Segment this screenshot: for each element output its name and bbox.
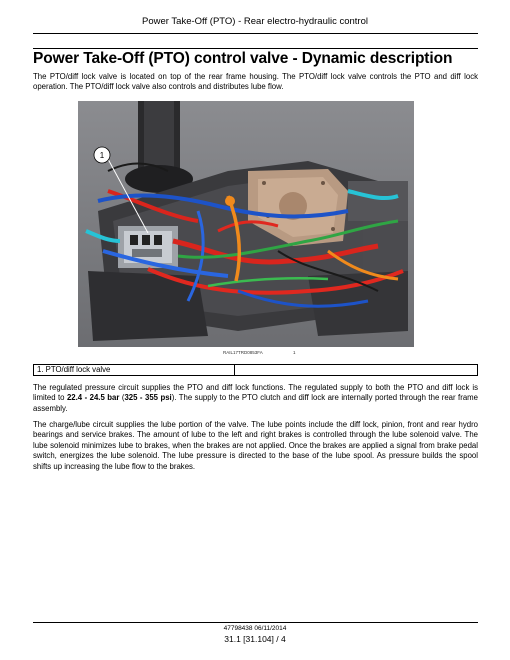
para2-text-3: ). The supply to the PTO clutch and diff lock are internally ported through the rear frame assembly. [33, 393, 478, 413]
section-title: Power Take-Off (PTO) control valve - Dynamic description [33, 50, 453, 67]
intro-paragraph: The PTO/diff lock valve is located on top of the rear frame housing. The PTO/diff lock valve controls the PTO and diff lock operation. The PTO/diff lock valve also controls and distributes lube flow. [33, 72, 478, 92]
figure-legend-table [33, 364, 478, 376]
title-rule [33, 48, 478, 49]
figure-number: 1 [293, 350, 296, 355]
pressure-bar-value: 22.4 - 24.5 bar [66, 393, 120, 403]
footer-page-number: 31.1 [31.104] / 4 [224, 634, 286, 644]
para2-text-1: The regulated pressure circuit supplies the PTO and diff lock functions. The regulated supply to both the PTO and diff lock is limited to [33, 383, 478, 403]
figure-code: RAIL17TRD0853FA [223, 350, 263, 355]
legend-item-2 [235, 365, 238, 375]
pto-valve-illustration [78, 101, 414, 347]
para2-text-2: ( [119, 393, 125, 403]
legend-item-1: 1. PTO/diff lock valve [34, 365, 235, 375]
callout-number: 1 [99, 151, 105, 160]
running-header: Power Take-Off (PTO) - Rear electro-hydraulic control [142, 16, 368, 27]
footer-doc-number: 47798438 06/11/2014 [223, 625, 287, 632]
charge-lube-paragraph: The charge/lube circuit supplies the lube portion of the valve. The lube points include the diff lock, pinion, front and rear hydro bearings and service brakes. The amount of lube to the left and right brakes is controlled through the lube solenoid valve. The lube solenoid minimizes lube to brakes, when the brakes are not applied. Once the brakes are applied a signal from brake pedal switch, energizes the lube solenoid. The lube pressure is directed to the base of the lube spool. As pressure builds the spool shifts up increasing the lube flow to the brakes. [33, 420, 478, 471]
regulated-pressure-paragraph [33, 383, 478, 414]
pressure-psi-value: 325 - 355 psi [124, 393, 172, 403]
header-rule [33, 33, 478, 34]
footer-rule [33, 622, 478, 623]
